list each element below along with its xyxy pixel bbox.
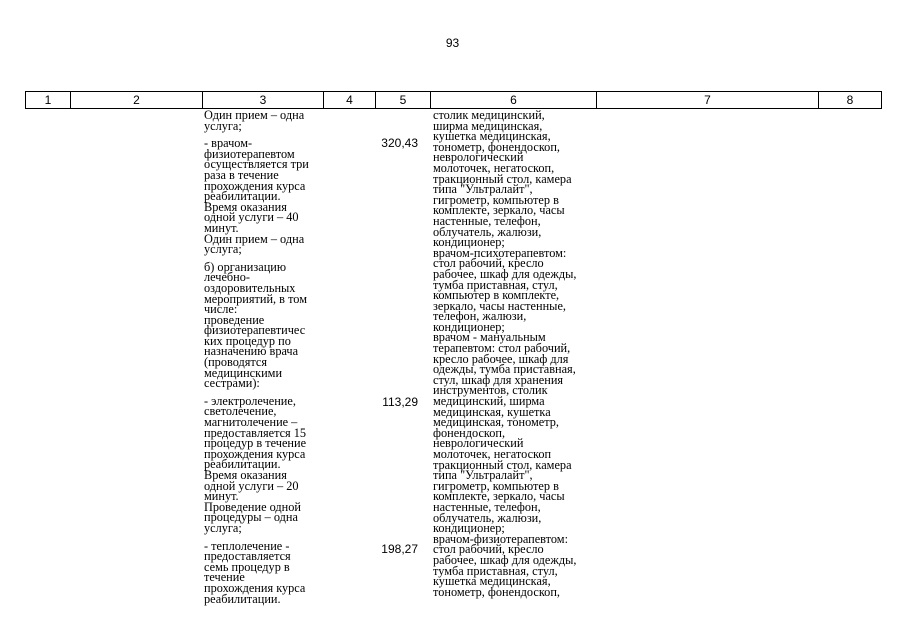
price-value: 320,43 bbox=[381, 136, 418, 150]
equipment-line: кушетка медицинская, bbox=[433, 129, 551, 144]
equipment-line: врачом-физиотерапевтом: bbox=[433, 531, 569, 546]
equipment-line: врачом - мануальным bbox=[433, 330, 546, 345]
equipment-line: стол рабочий, кресло bbox=[433, 542, 544, 557]
equipment-line: типа "Ультралайт", bbox=[433, 182, 533, 197]
equipment-line: комплекте, зеркало, часы bbox=[433, 203, 565, 218]
equipment-line: столик медицинский, bbox=[433, 108, 545, 122]
equipment-line: комплекте, зеркало, часы bbox=[433, 489, 565, 504]
equipment-line: молоточек, негатоскоп bbox=[433, 447, 552, 461]
equipment-line: кондиционер; bbox=[433, 319, 505, 334]
service-paragraph: - врачом- физиотерапевтом осуществляется три раза в течение прохождения курса реабилитации. Время оказания одной услуги – 40 минут. Один прием – одна услуга; bbox=[204, 136, 309, 257]
equipment-line: медицинская, тонометр, bbox=[433, 415, 560, 430]
equipment-line: кушетка медицинская, bbox=[433, 574, 551, 589]
column-header-8: 8 bbox=[819, 92, 882, 109]
equipment-line: ширма медицинская, bbox=[433, 118, 543, 133]
equipment-line: молоточек, негатоскоп, bbox=[433, 160, 555, 175]
equipment-line: тумба приставная, стул, bbox=[433, 563, 558, 578]
service-paragraph: Один прием – одна услуга; bbox=[204, 108, 305, 133]
service-description-column bbox=[204, 110, 322, 604]
equipment-line: кондиционер; bbox=[433, 521, 505, 536]
service-paragraph: - электролечение, светолечение, магнитолечение – предоставляется 15 процедур в течение прохождения курса реабилитации. Время оказания одной услуги – 20 минут. Проведение одной процедуры – одна услуга; bbox=[204, 393, 307, 535]
equipment-line: стул, шкаф для хранения bbox=[433, 372, 564, 387]
column-header-4: 4 bbox=[324, 92, 376, 109]
equipment-line: тумба приставная, стул, bbox=[433, 277, 558, 292]
column-header-2: 2 bbox=[71, 92, 203, 109]
equipment-line: типа "Ультралайт", bbox=[433, 468, 533, 483]
equipment-line: зеркало, часы настенные, bbox=[433, 298, 566, 313]
equipment-line: медицинский, ширма bbox=[433, 394, 545, 409]
equipment-line: тракционный стол, камера bbox=[433, 457, 572, 472]
equipment-line: кондиционер; bbox=[433, 235, 505, 250]
equipment-line: кресло рабочее, шкаф для bbox=[433, 351, 569, 366]
equipment-line: одежды, тумба приставная, bbox=[433, 362, 576, 377]
equipment-line: тонометр, фонендоскоп, bbox=[433, 139, 560, 154]
column-header-5: 5 bbox=[376, 92, 431, 109]
equipment-line: неврологический bbox=[433, 150, 524, 165]
equipment-line: тракционный стол, камера bbox=[433, 171, 572, 186]
equipment-line: облучатель, жалюзи, bbox=[433, 510, 542, 525]
equipment-line: инструментов, столик bbox=[433, 383, 548, 398]
equipment-line: врачом-психотерапевтом: bbox=[433, 245, 567, 260]
equipment-line: терапевтом: стол рабочий, bbox=[433, 341, 571, 356]
equipment-line: гигрометр, компьютер в bbox=[433, 192, 559, 207]
equipment-line: облучатель, жалюзи, bbox=[433, 224, 542, 239]
column-header-row bbox=[25, 91, 882, 109]
equipment-line: неврологический bbox=[433, 436, 524, 451]
equipment-line: медицинская, кушетка bbox=[433, 404, 551, 419]
column-header-7: 7 bbox=[597, 92, 819, 109]
price-value: 198,27 bbox=[381, 542, 418, 556]
equipment-line: тонометр, фонендоскоп, bbox=[433, 584, 560, 599]
column-header-1: 1 bbox=[26, 92, 71, 109]
page-number: 93 bbox=[445, 36, 460, 50]
equipment-column bbox=[433, 110, 593, 597]
column-header-3: 3 bbox=[203, 92, 324, 109]
equipment-line: настенные, телефон, bbox=[433, 499, 541, 514]
equipment-line: рабочее, шкаф для одежды, bbox=[433, 552, 577, 567]
column-header-6: 6 bbox=[431, 92, 597, 109]
equipment-line: компьютер в комплекте, bbox=[433, 288, 560, 303]
equipment-line: гигрометр, компьютер в bbox=[433, 478, 559, 493]
equipment-line: рабочее, шкаф для одежды, bbox=[433, 266, 577, 281]
equipment-line: фонендоскоп, bbox=[433, 425, 506, 440]
service-paragraph: б) организацию лечебно- оздоровительных мероприятий, в том числе: проведение физиотерапевтичес ких процедур по назначению врача (проводятся медицинскими сестрами): bbox=[204, 259, 307, 391]
service-paragraph: - теплолечение - предоставляется семь процедур в течение прохождения курса реабилитации. bbox=[204, 538, 306, 606]
price-value: 113,29 bbox=[382, 395, 418, 409]
equipment-line: телефон, жалюзи, bbox=[433, 309, 527, 324]
equipment-line: настенные, телефон, bbox=[433, 213, 541, 228]
equipment-line: стол рабочий, кресло bbox=[433, 256, 544, 271]
